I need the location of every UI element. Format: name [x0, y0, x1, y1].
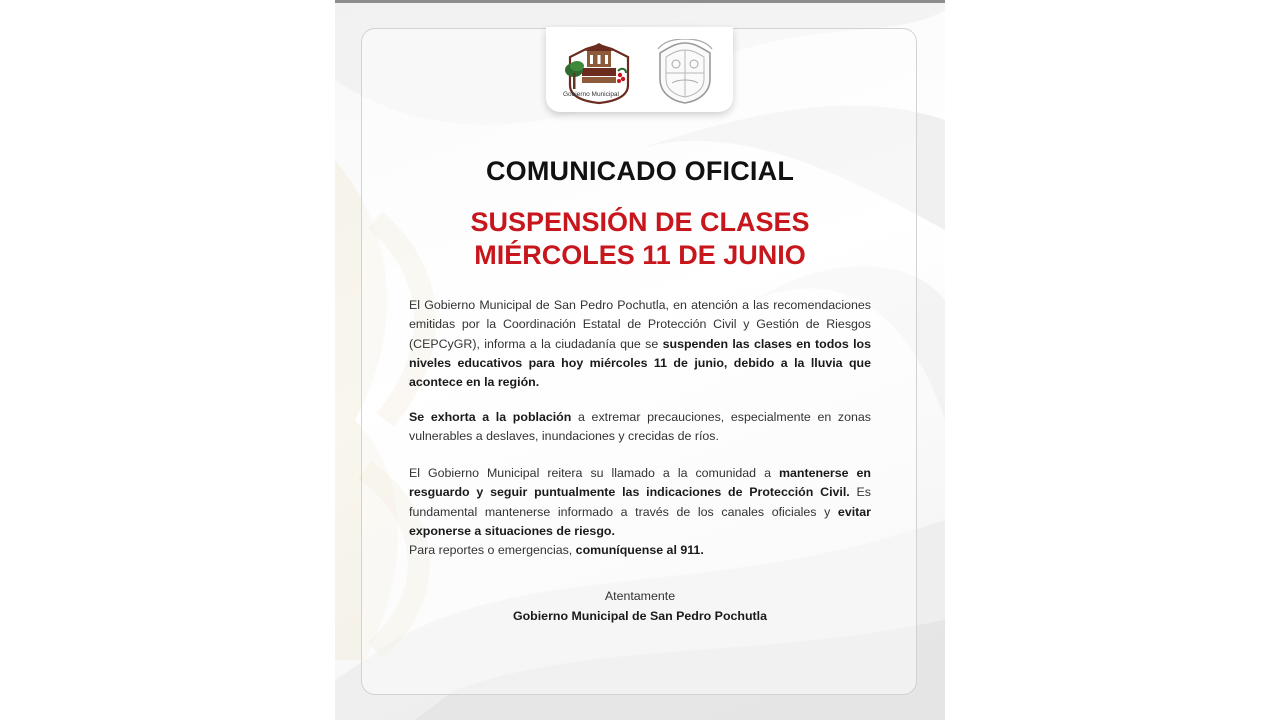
closing-signature: Gobierno Municipal de San Pedro Pochutla	[512, 609, 768, 623]
paragraph3-text-2: Es fundamental mantenerse informado a través de los canales oficiales y	[409, 485, 871, 519]
paragraph3-bold-2: evitar exponerse a situaciones de riesgo.	[409, 504, 871, 538]
communique-poster	[335, 0, 945, 720]
paragraph3-bold-1: mantenerse en resguardo y seguir puntualmente las indicaciones de Protección Civil.	[409, 466, 871, 500]
municipal-logo-icon	[560, 37, 638, 109]
subtitle-line-2: MIÉRCOLES 11 DE JUNIO	[474, 240, 806, 270]
closing-block	[335, 586, 945, 626]
paragraph3-text-1: El Gobierno Municipal reitera su llamado a la comunidad a	[409, 466, 779, 480]
communique-title: COMUNICADO OFICIAL	[485, 156, 795, 186]
paragraph2-bold: Se exhorta a la población	[409, 410, 572, 424]
closing-salutation: Atentamente	[604, 589, 676, 603]
paragraph-recommendations	[409, 464, 871, 560]
municipal-seal-icon	[654, 39, 716, 105]
paragraph3-bold-3: comuníquense al 911.	[575, 543, 704, 558]
paragraph-exhortation	[409, 408, 871, 447]
logo-header-tab	[546, 27, 733, 112]
paragraph2-text: a extremar precauciones, especialmente en zonas vulnerables a deslaves, inundaciones y crecidas de ríos.	[409, 410, 871, 444]
paragraph3-text-3: Para reportes o emergencias,	[409, 543, 576, 558]
paragraph1-bold: suspenden las clases en todos los niveles educativos para hoy miércoles 11 de junio, debido a la lluvia que acontece en la región.	[409, 336, 871, 390]
paragraph1-text: El Gobierno Municipal de San Pedro Pochutla, en atención a las recomendaciones emitidas por la Coordinación Estatal de Protección Civil y Gestión de Riesgos (CEPCyGR), informa a la ciudadanía que se	[409, 298, 871, 351]
subtitle-line-1: SUSPENSIÓN DE CLASES	[470, 207, 810, 237]
communique-subtitle	[335, 206, 945, 272]
paragraph-announcement	[409, 296, 871, 392]
logo-caption: Gobierno Municipal	[562, 91, 619, 98]
